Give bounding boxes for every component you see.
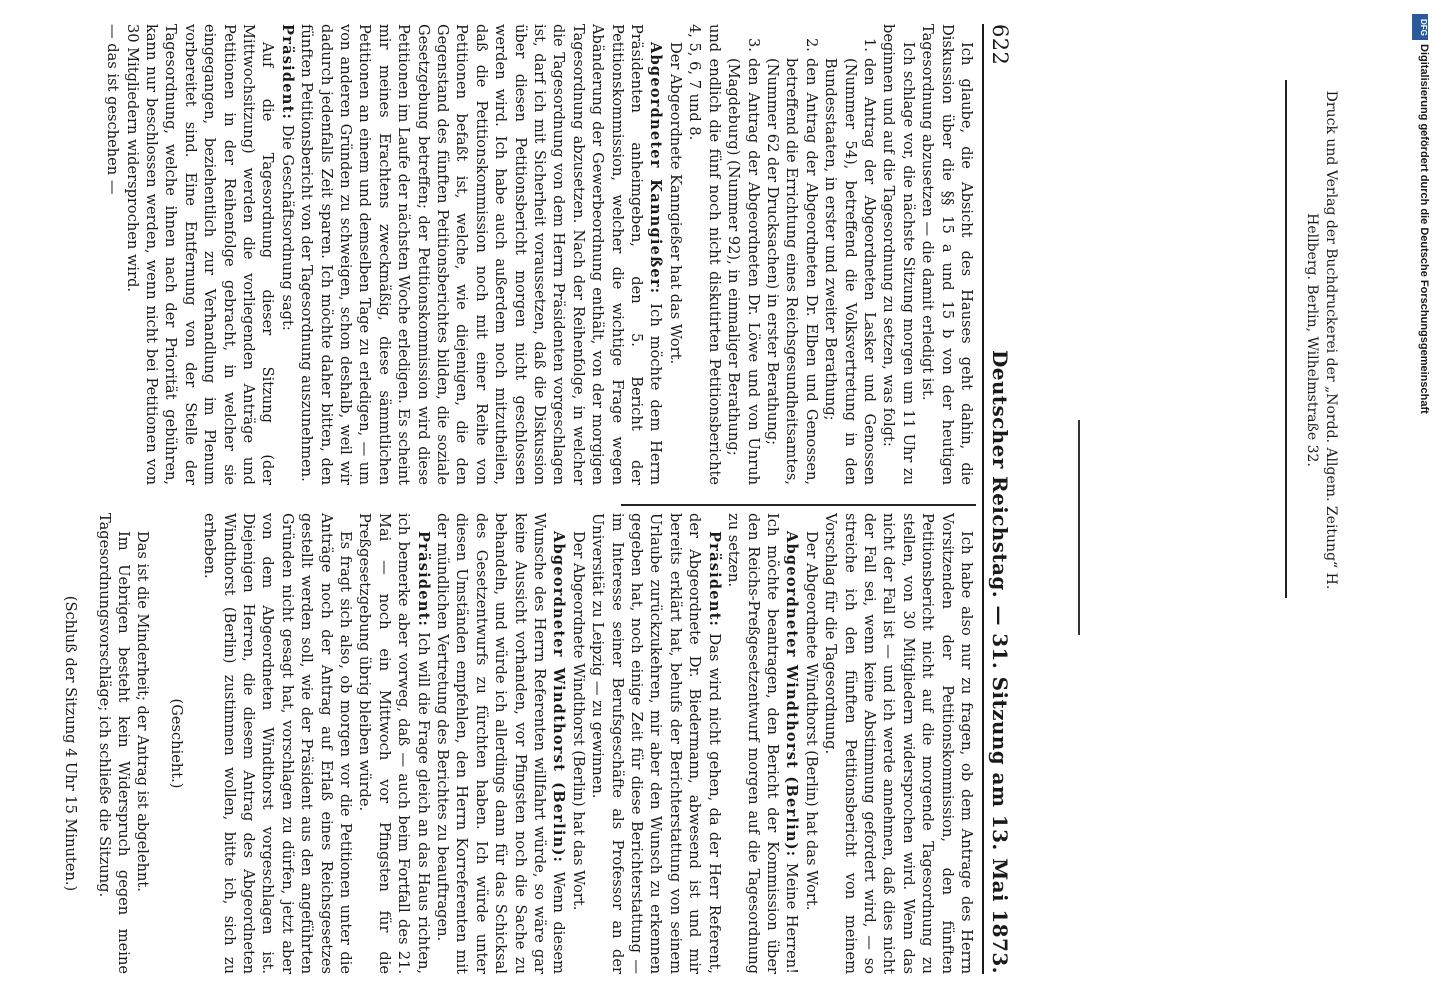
item-text: den Antrag der Abgeordneten Lasker und Genossen (Nummer 54), betreffend die Volksvertretung in den Bundesstaaten, in erster und zweiter Berathung; — [822, 58, 878, 485]
paragraph: Es fragt sich also, ob morgen vor die Petitionen unter die Anträge noch der Antrag auf Erlaß eines Reichsgesetzes gestellt werden soll, wie der Präsident aus den angeführten Gründen nicht gesagt hat, vorschlagen zu dürfen, jetzt aber von dem Abgeordneten Windthorst vorgeschlagen ist. Diejenigen Herren, die diesem Antrag des Abgeordneten Windthorst (Berlin) zustimmen wollen, bitte ich, sich zu erheben. — [201, 513, 354, 974]
paragraph: und endlich die fünf noch nicht diskutirten Petitionsberichte 4, 5, 6, 7 und 8. — [686, 24, 723, 485]
paragraph: Das ist die Minderheit; der Antrag ist abgelehnt. — [134, 531, 152, 892]
list-item — [724, 24, 763, 485]
speaker-name: Präsident: — [278, 24, 296, 121]
stage-direction: (Geschieht.) — [167, 698, 185, 789]
speech — [277, 24, 296, 485]
floor-notice: Der Abgeordnete Windthorst (Berlin) hat das Wort. — [802, 531, 820, 911]
imprint-block — [1300, 60, 1340, 620]
list-item — [763, 24, 821, 485]
item-number: 2. — [802, 38, 820, 52]
session-close-note: (Schluß der Sitzung 4 Uhr 15 Minuten.) — [62, 595, 80, 892]
speech-text: Wenn diesem Wunsche des Herrn Referenten willfahrt würde, so wäre gar keine Aussicht vorhanden, vor Pfingsten noch die Sache zu behandeln, und würde ich allerdings dann für das Schicksal des Gesetzentwurfs zu fürchten haben. Ich würde unter diesen Umständen empfehlen, den Herrn Korreferenten mit der mündlichen Vertretung des Berichtes zu beauftragen. — [434, 513, 568, 975]
floor-notice: Der Abgeordnete Kanngießer hat das Wort. — [666, 42, 684, 365]
item-number: 3. — [744, 38, 762, 52]
speech-text: Ich möchte dem Herrn Präsidenten anheimgeben, den 5. Bericht der Petitionskommission, welcher die wichtige Frage wegen Abänderung der Gewerbeordnung enthält, von der morgigen Tagesordnung abzusetzen. Nach der Reihenfolge, in welcher die Tagesordnung von dem Herrn Präsidenten vorgeschlagen ist, darf ich mit Sicherheit voraussetzen, daß die Diskussion über diesen Petitionsbericht morgen nicht geschlossen werden wird. Ich habe auch außerdem noch mitzutheilen, daß die Petitionskommission noch mit einer Reihe von Petitionen befaßt ist, welche, wie diejenigen, die den Gegenstand des fünften Petitionsberichtes bilden, die soziale Gesetzgebung betreffen; der Petitionskommission wird diese Petitionen im Laufe der nächsten Woche erledigen. Es scheint mir meines Erachtens zweckmäßig, diese sämmtlichen Petitionen an einem und demselben Tage zu erledigen, — um von anderen Gründen zu schweigen, schon deshalb, weil wir dadurch jedenfalls Zeit sparen. Ich möchte daher bitten, den fünften Petitionsbericht von der Tagesordnung auszunehmen. — [298, 24, 665, 486]
speech — [724, 513, 802, 974]
scan-rule — [1078, 420, 1080, 635]
speech — [297, 24, 666, 485]
list-item — [821, 24, 879, 485]
speaker-name: Abgeordneter Windthorst (Berlin): — [550, 531, 568, 864]
text-columns — [47, 24, 976, 974]
paragraph: Im Uebrigen besteht kein Widerspruch gegen meine Tagesordnungsvorschläge; ich schließe die Sitzung. — [95, 513, 132, 974]
speech-text: Die Geschäftsordnung sagt: — [278, 124, 296, 331]
speech-text: Das wird nicht gehen, da der Herr Referent, der Abgeordnete Dr. Biedermann, abwesend ist und mir bereits erklärt hat, behufs der Berichterstattung von seinem Urlaube zurückzukehren, mir aber den Wunsch zu erkennen gegeben hat, noch einige Zeit für diese Berichterstattung — im Interesse seiner Berufsgeschäfte als Professor an der Universität zu Leipzig — zu gewinnen. — [589, 513, 723, 974]
floor-notice: Der Abgeordnete Windthorst (Berlin) hat das Wort. — [569, 531, 587, 911]
speech-text: Ich will die Frage gleich an das Haus richten, ich bemerke aber vorweg, daß — auch beim Fortfall des 21. Mai — noch ein Mittwoch vor Pfingsten für die Preßgesetzgebung übrig bleiben würde. — [356, 513, 432, 974]
speech — [355, 513, 433, 974]
page-header — [982, 24, 1012, 974]
imprint-text: Druck und Verlag der Buchdruckerei der „Nordd. Allgem. Zeitung“ H. Hellberg. Berlin, Wilhelmstraße 32. — [1304, 90, 1339, 590]
paragraph: Ich habe also nur zu fragen, ob dem Antrage des Herrn Vorsitzenden der Petitionskommission, den fünften Petitionsbericht nicht auf die morgende Tagesordnung zu stellen, von 30 Mitgliedern widersprochen wird. Wenn das nicht der Fall ist — und ich werde annehmen, daß dies nicht der Fall sei, wenn keine Abstimmung gefordert wird, — so streiche ich den fünften Petitionsbericht von meinem Vorschlag für die Tagesordnung. — [822, 513, 975, 974]
digitization-banner — [1408, 8, 1432, 998]
page-number: 622 — [988, 24, 1012, 66]
item-text: den Antrag der Abgeordneten Dr. Löwe und von Unruh (Magdeburg) (Nummer 92), in einmaliger Berathung; — [725, 58, 762, 485]
running-title: Deutscher Reichstag. — 31. Sitzung am 13. Mai 1873. — [988, 350, 1012, 974]
speech-text: Meine Herren! Ich möchte beantragen, den Bericht der Kommission über den Reichs-Preßgesetzentwurf morgen auf die Tagesordnung zu setzen. — [725, 513, 801, 975]
speaker-name: Abgeordneter Windthorst (Berlin): — [783, 531, 801, 858]
right-column — [47, 513, 976, 974]
dfg-logo: DFG — [1412, 14, 1428, 40]
imprint-divider — [1285, 80, 1287, 598]
digitization-note: Digitalisierung gefördert durch die Deutsche Forschungsgemeinschaft — [1418, 44, 1430, 414]
item-text: den Antrag der Abgeordneten Dr. Elben und Genossen, betreffend die Errichtung eines Reichsgesundheitsamtes, (Nummer 62 der Drucksachen) in erster Berathung; — [763, 58, 820, 485]
speech — [588, 513, 724, 974]
paragraph: Ich schlage vor, die nächste Sitzung morgen um 11 Uhr zu beginnen und auf die Tagesordnung zu setzen, was folgt: — [880, 24, 917, 485]
speaker-name: Präsident: — [414, 531, 432, 628]
speaker-name: Abgeordneter Kanngießer: — [647, 42, 665, 295]
paragraph: Ich glaube, die Absicht des Hauses geht dahin, die Diskussion über die §§ 15 a und 15 b von der heutigen Tagesordnung abzusetzen — die damit erledigt ist. — [919, 24, 975, 485]
aside: — das ist geschehen — — [104, 24, 122, 195]
quoted-rule: Auf die Tagesordnung dieser Sitzung (der Mittwochsitzung) werden die vorliegenden Anträge und Petitionen in der Reihenfolge gebracht, in welcher sie eingegangen, beziehentlich zur Verhandlung im Plenum vorbereitet sind. Eine Entfernung von der Stelle der Tagesordnung, welche ihnen nach der Priorität gebühren, kann nur beschlossen werden, wenn nicht bei Petitionen von 30 Mitgliedern widersprochen wird. — [123, 24, 277, 485]
column-divider — [621, 504, 976, 506]
speech — [433, 513, 569, 974]
left-column — [47, 24, 976, 485]
speaker-name: Präsident: — [705, 531, 723, 628]
item-number: 1. — [860, 38, 878, 52]
